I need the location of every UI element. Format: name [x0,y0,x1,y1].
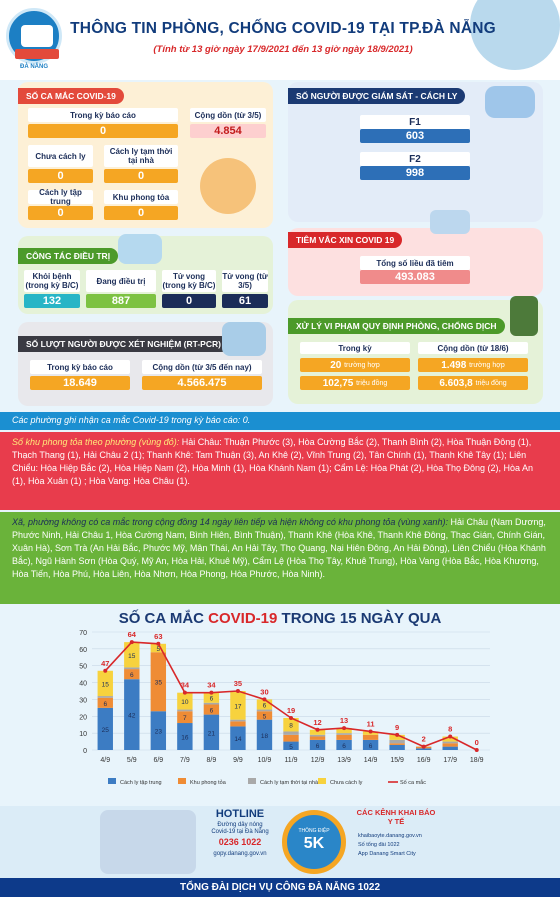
violations-period-money [300,376,410,390]
test-swab-illustration [222,322,266,356]
total-cases-label: 11 [366,719,375,729]
chart-title-part-b: COVID-19 [208,610,278,627]
bar-value-label: 25 [101,726,109,734]
bar-segment [310,737,325,740]
y-tick-label: 30 [79,697,87,705]
bar-segment [443,742,458,744]
bar-value-label: 42 [128,712,136,720]
y-tick-label: 20 [79,714,87,722]
tests-period-label: Trong kỳ báo cáo [30,360,130,374]
x-tick-label: 8/9 [206,757,217,764]
syringe-icon [430,210,470,234]
bar-segment [204,703,219,705]
x-tick-label: 7/9 [179,757,190,764]
bar-segment [443,743,458,746]
violations-title: XỬ LÝ VI PHẠM QUY ĐỊNH PHÒNG, CHỐNG DỊCH [288,318,505,334]
violations-total-cases [418,358,528,372]
x-tick-label: 5/9 [126,757,137,764]
total-cases-point [369,729,373,733]
tests-total-value: 4.566.475 [142,376,262,390]
x-tick-label: 10/9 [257,757,272,764]
y-tick-label: 70 [79,630,87,637]
channel-phone: Số tổng đài 1022 [358,842,400,848]
bar-segment [336,733,351,735]
legend-swatch [178,778,186,784]
bar-value-label: 6 [368,742,373,750]
f1-value: 603 [360,129,470,143]
total-cases-point [342,726,346,730]
total-cases-label: 47 [101,658,110,668]
total-cases-label: 64 [127,630,136,640]
vaccine-label: Tổng số liều đã tiêm [360,256,470,270]
f2-value: 998 [360,166,470,180]
total-cases-label: 0 [474,738,479,747]
bar-value-label: 17 [234,703,242,711]
death-total-label: Tử vong (từ 3/5) [222,272,268,290]
death-period-value: 0 [162,294,216,308]
y-tick-label: 40 [79,680,87,688]
tests-title: SỐ LƯỢT NGƯỜI ĐƯỢC XÉT NGHIỆM (RT-PCR) [18,336,229,352]
bar-segment [98,696,113,698]
violations-total-label: Cộng dồn (từ 18/6) [418,342,528,354]
green-zones-heading: Xã, phường không có ca mắc trong cộng đồng 14 ngày liên tiếp và hiện không có khu phong tỏa (vùng xanh): [12,517,448,527]
total-cases-label: 34 [180,680,190,690]
bar-segment [310,735,325,737]
legend-label: Số ca mắc [400,780,426,786]
red-zones-text: Hải Châu: Thuận Phước (3), Hòa Cường Bắc (2), Thanh Bình (2), Hòa Thuận Đông (1), Thạch Thang (1), Hải Châu 2 (1); Thanh Khê: Tam Thuận (3), An Khê (2), Vĩnh Trung (2), Tân Chính (1), Thanh Khê Tây (1); Liên Chiểu: Hòa Hiệp Bắc (2), Hòa Hiệp Nam (2), Hòa Minh (1), Hòa Khánh Nam (1); Cẩm Lệ: Hòa Phát (2), Hòa Thọ Đông (2), Hòa An (1), Hòa Xuân (1) ; Hòa Vang: Hòa Châu (1). [12,437,534,486]
total-cases-label: 12 [313,717,322,727]
x-tick-label: 11/9 [284,757,298,764]
period-money-number: 102,75 [322,377,354,389]
bar-value-label: 5 [156,646,161,654]
bar-value-label: 6 [129,672,134,680]
y-tick-label: 0 [83,748,87,755]
x-tick-label: 6/9 [153,757,164,764]
patient-illustration [118,234,162,264]
bar-segment [257,710,272,712]
bar-segment [389,743,404,745]
legend-swatch [248,778,256,784]
bar-value-label: 18 [260,732,269,740]
bar-segment [177,710,192,712]
bar-segment [363,735,378,740]
total-cases-point [103,669,107,673]
bar-value-label: 6 [103,700,108,708]
doctor-illustration [200,158,256,214]
bar-value-label: 8 [289,722,293,730]
cases-title: SỐ CA MẮC COVID-19 [18,88,124,104]
total-cases-number: 1.498 [441,359,467,371]
bar-segment [336,735,351,740]
cured-value: 132 [24,294,80,308]
bar-segment [230,720,245,722]
total-cases-label: 30 [260,687,269,697]
violations-total-money [418,376,528,390]
hotline-web: gopy.danang.gov.vn [213,851,267,857]
cases-home-label: Cách ly tạm thời tại nhà [104,145,178,167]
footer-hotline: TỔNG ĐÀI DỊCH VỤ CÔNG ĐÀ NẴNG 1022 [0,878,560,897]
total-cases-point [130,640,134,644]
total-cases-unit: trường hợp [469,361,505,369]
hotline-number: 0236 1022 [218,837,262,847]
monitor-title: SỐ NGƯỜI ĐƯỢC GIÁM SÁT - CÁCH LY [288,88,465,104]
bar-value-label: 7 [183,715,187,723]
bar-value-label: 5 [262,713,267,721]
bar-value-label: 6 [209,707,214,715]
channels-title: CÁC KÊNH KHAI BÁO Y TẾ [356,808,436,826]
total-cases-point [183,691,187,695]
channel-web: khaibaoyte.danang.gov.vn [358,833,422,839]
total-cases-point [236,689,240,693]
bar-segment [230,721,245,726]
ward-cases-band: Các phường ghi nhận ca mắc Covid-19 trong kỳ báo cáo: 0. [0,412,560,430]
logo-band [15,49,59,59]
bar-value-label: 16 [181,734,189,742]
legend-label: Cách ly tạm thời tại nhà [260,780,319,786]
total-cases-point [448,735,452,739]
promo-strip [0,806,560,878]
period-cases-number: 20 [330,359,342,371]
total-cases-label: 35 [233,679,243,688]
legend-label: Khu phong tỏa [190,780,226,786]
f1-label: F1 [360,115,470,129]
total-cases-point [422,745,426,749]
treating-label: Đang điều trị [86,270,156,292]
cases-period-label: Trong kỳ báo cáo [28,108,178,122]
total-money-unit: triệu đồng [475,379,507,387]
logo-building-icon [21,25,53,47]
page-subtitle: (Tính từ 13 giờ ngày 17/9/2021 đến 13 giờ ngày 18/9/2021) [153,44,413,55]
green-zones-text: Hải Châu (Nam Dương, Phước Ninh, Hải Châu 1, Hòa Cường Nam, Bình Hiên, Bình Thuận), Thanh Khê (Hòa Khê, Thanh Khê Đông, Thạc Gián, Chính Gián, Xuân Hà), Sơn Trà (An Hải Bắc, Phước Mỹ, Mân Thái, An Hải Tây, Thọ Quang, Nại Hiên Đông, An Hải Đông), Liên Chiểu (Hòa Khánh Bắc), Ngũ Hành Sơn (Hòa Quý, Mỹ An, Hòa Hải, Khuê Mỹ), Cẩm Lệ (Hòa Thọ Tây, Khuê Trung), Hòa Vang (Hòa Bắc, Hòa Khương, Hòa Tiến, Hòa Phú, Hòa Liên, Hòa Nhơn, Hòa Phong, Hòa Phước, Hòa Ninh). [12,517,546,579]
hotline-line1: Đường dây nóng [217,822,263,828]
tests-total-label: Cộng dồn (từ 3/5 đến nay) [142,360,262,374]
channel-app: App Danang Smart City [358,851,416,857]
total-cases-label: 9 [395,722,400,732]
x-tick-label: 14/9 [363,757,378,764]
bar-value-label: 10 [181,699,189,707]
bar-value-label: 6 [209,695,214,703]
robot-illustration [100,810,196,874]
total-cases-point [395,733,399,737]
chart-title-part-a: SỐ CA MẮC [118,610,209,627]
f2-label: F2 [360,152,470,166]
period-money-unit: triệu đồng [356,379,388,387]
total-cases-label: 19 [286,705,296,715]
x-tick-label: 18/9 [469,757,484,764]
bar-value-label: 6 [262,702,267,710]
cases-home-value: 0 [104,169,178,183]
legend-swatch [318,778,326,784]
cases-lockdown-value: 0 [104,206,178,220]
cured-label: Khỏi bệnh (trong kỳ B/C) [25,272,79,290]
bar-value-label: 14 [234,736,242,744]
bar-segment [283,735,298,742]
5k-caption: THÔNG ĐIỆP [298,828,330,834]
cases-central-value: 0 [28,206,93,220]
cases-unisolated-label: Chưa cách ly [28,145,93,167]
treatment-title: CÔNG TÁC ĐIỀU TRỊ [18,248,118,264]
officer-illustration [510,296,538,336]
violations-period-cases [300,358,410,372]
bar-value-label: 6 [342,742,346,750]
bar-value-label: 15 [128,652,136,660]
x-tick-label: 12/9 [310,757,325,764]
bar-segment [283,731,298,734]
legend-label: Chưa cách ly [330,780,363,786]
treating-value: 887 [86,294,156,308]
bar-value-label: 23 [154,728,162,736]
bar-value-label: 5 [289,743,293,751]
tests-period-value: 18.649 [30,376,130,390]
total-cases-label: 8 [448,724,453,734]
chart-title [0,610,560,627]
legend-label: Cách ly tập trung [120,780,162,786]
green-zones-band [0,512,560,604]
total-cases-point [156,642,160,646]
bar-value-label: 15 [101,681,109,689]
bar-value-label: 35 [154,679,162,687]
y-tick-label: 10 [79,731,87,739]
total-cases-label: 63 [154,631,163,641]
quarantine-illustration [485,86,535,118]
total-cases-point [262,697,266,701]
cases-lockdown-label: Khu phong tỏa [104,190,178,204]
total-money-number: 6.603,8 [439,377,473,389]
x-tick-label: 15/9 [390,757,404,764]
x-tick-label: 9/9 [233,757,243,764]
cases-total-value: 4.854 [190,124,266,138]
bar-value-label: 21 [207,730,216,738]
logo-text: ĐÀ NẴNG [20,64,48,70]
hotline-title: HOTLINE [215,808,265,820]
vaccine-title: TIÊM VẮC XIN COVID 19 [288,232,402,248]
red-zones-band [0,432,560,510]
red-zones-heading: Số khu phong tỏa theo phường (vùng đỏ): [12,437,180,447]
bar-value-label: 6 [315,742,320,750]
x-tick-label: 17/9 [443,757,458,764]
bar-segment [389,740,404,743]
total-cases-point [289,716,293,720]
5k-text: 5K [303,835,325,852]
bar-segment [124,667,139,669]
total-cases-point [475,748,479,752]
cases-unisolated-value: 0 [28,169,93,183]
city-logo [6,8,62,64]
total-cases-point [316,728,320,732]
cases-total-label: Cộng dồn (từ 3/5) [190,108,266,122]
total-cases-point [209,691,213,695]
legend-swatch [108,778,116,784]
hotline-line2: Covid-19 tại Đà Nẵng [211,829,269,835]
cases-period-value: 0 [28,124,178,138]
violations-period-label: Trong kỳ [300,342,410,354]
death-period-label: Tử vong (trong kỳ B/C) [162,272,216,290]
y-tick-label: 50 [79,663,87,671]
cases-chart [0,628,560,804]
vaccine-value: 493.083 [360,270,470,284]
channels-list [358,832,448,859]
x-tick-label: 13/9 [337,757,351,764]
period-cases-unit: trường hợp [344,361,380,369]
x-tick-label: 4/9 [100,757,111,764]
chart-title-part-c: TRONG 15 NGÀY QUA [277,610,442,627]
page-title: THÔNG TIN PHÒNG, CHỐNG COVID-19 TẠI TP.ĐÀ NẴNG [70,20,496,37]
total-cases-label: 34 [207,680,216,690]
total-cases-label: 2 [421,734,426,744]
bar-segment [389,745,404,750]
x-tick-label: 16/9 [416,757,431,764]
cases-central-label: Cách ly tập trung [28,190,93,204]
death-total-value: 61 [222,294,268,308]
bar-segment [443,747,458,750]
y-tick-label: 60 [79,646,87,654]
total-cases-label: 13 [339,716,349,726]
